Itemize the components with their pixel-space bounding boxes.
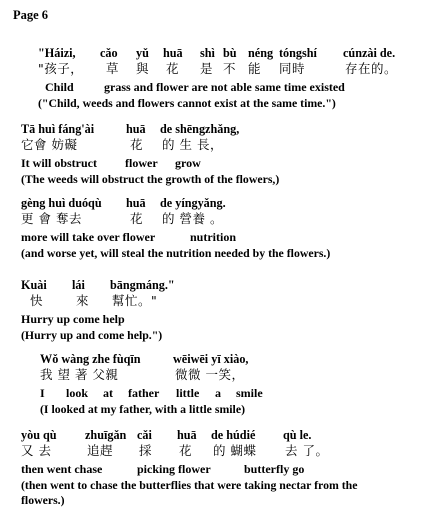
pinyin-token: Wǒ wàng zhe fùqīn bbox=[40, 352, 141, 366]
pinyin-token: wēiwēi yī xiào, bbox=[173, 352, 249, 366]
hanzi-line bbox=[0, 212, 425, 228]
gloss-token: more will take over flower bbox=[21, 230, 156, 244]
gloss-line bbox=[0, 230, 425, 244]
hanzi-token: 不 bbox=[223, 61, 237, 76]
gloss-token: Hurry up come help bbox=[21, 312, 125, 326]
hanzi-token: 更 會 奪去 bbox=[21, 211, 82, 226]
hanzi-token: 的 蝴蝶 bbox=[213, 443, 257, 458]
sentence-block-3 bbox=[0, 196, 425, 262]
hanzi-token: 我 望 著 父親 bbox=[40, 367, 119, 382]
pinyin-token: de shēngzhǎng, bbox=[160, 122, 240, 136]
pinyin-token: Tā huì fáng'ài bbox=[21, 122, 95, 136]
gloss-token: picking flower bbox=[137, 462, 211, 476]
pinyin-token: cǎo bbox=[100, 46, 118, 60]
translation-line: (then went to chase the butterflies that were taking nectar from the flowers.) bbox=[21, 478, 358, 507]
gloss-line bbox=[0, 386, 425, 400]
hanzi-line bbox=[0, 368, 425, 384]
hanzi-line bbox=[0, 294, 425, 310]
gloss-line bbox=[0, 462, 425, 476]
hanzi-token: "孩子， bbox=[38, 61, 84, 76]
sentence-block-5 bbox=[0, 352, 425, 418]
sentence-block-1 bbox=[0, 46, 425, 116]
pinyin-line bbox=[0, 278, 425, 292]
hanzi-token: 花 bbox=[166, 61, 180, 76]
pinyin-token: de húdié bbox=[211, 428, 256, 442]
pinyin-token: shì bbox=[200, 46, 215, 60]
hanzi-line bbox=[0, 444, 425, 460]
gloss-token: butterfly go bbox=[244, 462, 305, 476]
pinyin-token: zhuīgǎn bbox=[85, 428, 127, 442]
pinyin-line bbox=[0, 196, 425, 210]
hanzi-token: 同時 bbox=[279, 61, 306, 76]
hanzi-token: 能 bbox=[248, 61, 262, 76]
pinyin-token: huā bbox=[163, 46, 183, 60]
pinyin-token: yòu qù bbox=[21, 428, 57, 442]
pinyin-token: bù bbox=[223, 46, 237, 60]
translation-line: (I looked at my father, with a little smile) bbox=[40, 402, 245, 416]
gloss-token: a bbox=[215, 386, 221, 400]
gloss-token: at bbox=[103, 386, 113, 400]
pinyin-token: "Háizi, bbox=[38, 46, 76, 60]
hanzi-line bbox=[0, 138, 425, 154]
gloss-token: father bbox=[128, 386, 160, 400]
hanzi-token: 的 生 長， bbox=[162, 137, 223, 152]
translation-line: (and worse yet, will steal the nutrition needed by the flowers.) bbox=[21, 246, 331, 260]
hanzi-token: 花 bbox=[130, 137, 144, 152]
gloss-token: look bbox=[66, 386, 89, 400]
hanzi-token: 花 bbox=[179, 443, 193, 458]
pinyin-token: cǎi bbox=[137, 428, 152, 442]
hanzi-token: 的 營養 。 bbox=[162, 211, 223, 226]
pinyin-line bbox=[0, 122, 425, 136]
hanzi-token: 採 bbox=[139, 443, 153, 458]
pinyin-line bbox=[0, 352, 425, 366]
gloss-line bbox=[0, 156, 425, 170]
pinyin-token: huā bbox=[177, 428, 197, 442]
pinyin-line bbox=[0, 428, 425, 442]
gloss-token: nutrition bbox=[190, 230, 237, 244]
hanzi-token: 去 了。 bbox=[285, 443, 329, 458]
gloss-token: grass and flower are not able same time existed bbox=[104, 80, 345, 94]
sentence-block-6 bbox=[0, 428, 425, 510]
pinyin-token: yǔ bbox=[136, 46, 149, 60]
hanzi-token: 是 bbox=[200, 61, 214, 76]
hanzi-token: 花 bbox=[130, 211, 144, 226]
sentence-block-4 bbox=[0, 278, 425, 344]
sentence-block-2 bbox=[0, 122, 425, 188]
gloss-token: Child bbox=[45, 80, 74, 94]
pinyin-token: gèng huì duóqù bbox=[21, 196, 102, 210]
pinyin-token: de yíngyǎng. bbox=[160, 196, 226, 210]
gloss-token: little bbox=[176, 386, 200, 400]
pinyin-token: huā bbox=[126, 122, 146, 136]
hanzi-token: 追趕 bbox=[87, 443, 114, 458]
hanzi-token: 又 去 bbox=[21, 443, 52, 458]
pinyin-token: huā bbox=[126, 196, 146, 210]
gloss-token: then went chase bbox=[21, 462, 103, 476]
gloss-token: grow bbox=[175, 156, 201, 170]
pinyin-token: néng bbox=[248, 46, 274, 60]
hanzi-token: 微微 一笑， bbox=[175, 367, 245, 382]
hanzi-token: 存在的。 bbox=[345, 61, 398, 76]
translation-line: ("Child, weeds and flowers cannot exist at the same time.") bbox=[38, 96, 336, 110]
gloss-token: It will obstruct bbox=[21, 156, 97, 170]
gloss-token: flower bbox=[125, 156, 158, 170]
translation-line: (The weeds will obstruct the growth of the flowers,) bbox=[21, 172, 280, 186]
pinyin-token: cúnzài de. bbox=[343, 46, 396, 60]
pinyin-token: bāngmáng." bbox=[110, 278, 175, 292]
page-title: Page 6 bbox=[13, 8, 49, 22]
hanzi-line bbox=[0, 62, 425, 78]
hanzi-token: 它會 妨礙 bbox=[21, 137, 78, 152]
hanzi-token: 快 bbox=[30, 293, 44, 308]
hanzi-token: 與 bbox=[136, 61, 150, 76]
pinyin-token: qù le. bbox=[283, 428, 312, 442]
translation-line: (Hurry up and come help.") bbox=[21, 328, 163, 342]
pinyin-line bbox=[0, 46, 425, 60]
gloss-token: smile bbox=[236, 386, 263, 400]
pinyin-token: Kuài bbox=[21, 278, 47, 292]
gloss-token: I bbox=[40, 386, 45, 400]
gloss-line bbox=[0, 80, 425, 94]
hanzi-token: 來 bbox=[76, 293, 90, 308]
pinyin-token: tóngshí bbox=[279, 46, 317, 60]
gloss-line bbox=[0, 312, 425, 326]
hanzi-token: 幫忙。" bbox=[112, 293, 158, 308]
pinyin-token: lái bbox=[72, 278, 85, 292]
hanzi-token: 草 bbox=[106, 61, 120, 76]
